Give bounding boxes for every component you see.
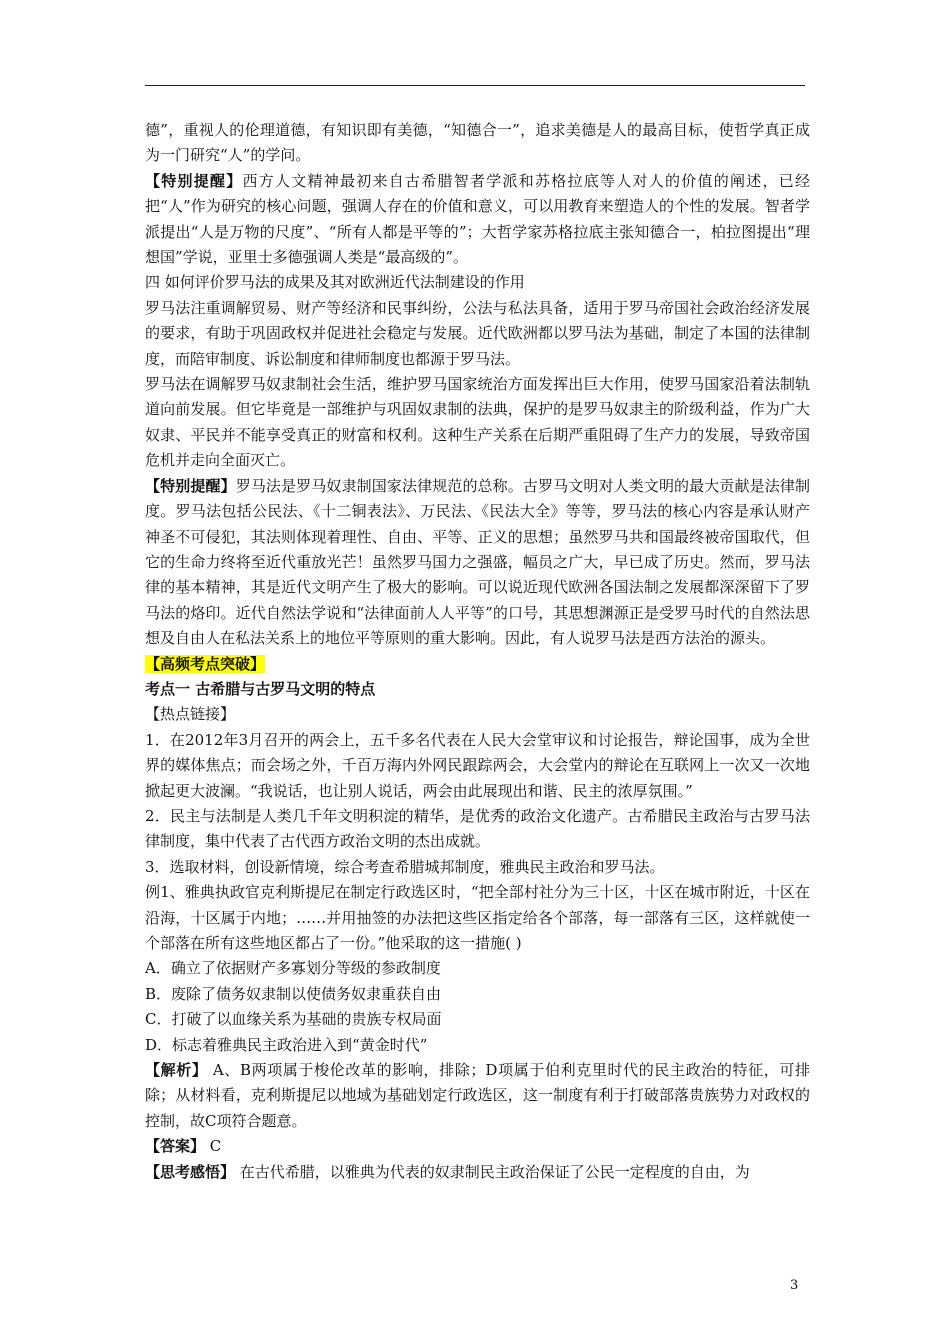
- text-run: 罗马法在调解罗马奴隶制社会生活，维护罗马国家统治方面发挥出巨大作用，使罗马国家沿着法制轨道向前发展。但它毕竟是一部维护与巩固奴隶制的法典，保护的是罗马奴隶主的阶级利益，作为广大奴隶、平民并不能享受真正的财富和权利。这种生产关系在后期严重阻碍了生产力的发展，导致帝国危机并走向全面灭亡。: [145, 375, 810, 470]
- paragraph: [145, 118, 810, 169]
- paragraph: [145, 804, 810, 855]
- tip-label: 【特别提醒】: [145, 171, 243, 190]
- text-run: 罗马法是罗马奴隶制国家法律规范的总称。古罗马文明对人类文明的最大贡献是法律制度。罗马法包括公民法、《十二铜表法》、万民法、《民法大全》等等，罗马法的核心内容是承认财产神圣不可侵犯，其法则体现着理性、自由、平等、正义的思想；虽然罗马共和国最终被帝国取代，但它的生命力终将至近代重放光芒！虽然罗马国力之强盛，幅员之广大，早已成了历史。然而，罗马法律的基本精神，其是近代文明产生了极大的影响。可以说近现代欧洲各国法制之发展都深深留下了罗马法的烙印。近代自然法学说和“法律面前人人平等”的口号，其思想渊源正是受罗马时代的自然法思想及自由人在私法关系上的地位平等原则的重大影响。因此，有人说罗马法是西方法治的源头。: [145, 476, 810, 648]
- option-a: [145, 956, 810, 981]
- option-c: [145, 1007, 810, 1032]
- subheading: [145, 702, 810, 727]
- text-run: 例1、雅典执政官克利斯提尼在制定行政选区时，“把全部村社分为三十区，十区在城市附近，十区在沿海，十区属于内地；……并用抽签的办法把这些区指定给各个部落，每一部落有三区，这样就使一个部落在所有这些地区都占了一份。”他采取的这一措施( ): [145, 883, 810, 952]
- reflection-label: 【思考感悟】: [145, 1162, 236, 1181]
- paragraph: [145, 296, 810, 372]
- text-run: 考点一 古希腊与古罗马文明的特点: [145, 679, 376, 698]
- text-run: 在古代希腊，以雅典为代表的奴隶制民主政治保证了公民一定程度的自由，为: [235, 1162, 750, 1181]
- text-run: A．确立了依据财产多寡划分等级的参政制度: [145, 959, 441, 978]
- answer-label: 【答案】: [145, 1137, 206, 1156]
- reflection: [145, 1160, 810, 1185]
- document-body: [145, 118, 810, 1185]
- text-run: 2．民主与法制是人类几千年文明积淀的精华，是优秀的政治文化遗产。古希腊民主政治与古罗马法律制度，集中代表了古代西方政治文明的杰出成就。: [145, 806, 810, 851]
- text-run: A、B两项属于梭伦改革的影响，排除；D项属于伯利克里时代的民主政治的特征，可排除；从材料看，克利斯提尼以地域为基础划定行政选区，这一制度有利于打破部落贵族势力对政权的控制，故C项符合题意。: [145, 1061, 810, 1130]
- question-stem: [145, 880, 810, 956]
- text-run: 西方人文精神最初来自古希腊智者学派和苏格拉底等人对人的价值的阐述，已经把“人”作为研究的核心问题，强调人存在的价值和意义，可以用教育来塑造人的个性的发展。智者学派提出“人是万物的尺度”、“所有人都是平等的”；大哲学家苏格拉底主张知德合一，柏拉图提出“理想国”学说，亚里士多德强调人类是“最高级的”。: [145, 171, 810, 267]
- option-b: [145, 982, 810, 1007]
- paragraph: [145, 728, 810, 804]
- paragraph: [145, 855, 810, 880]
- header-rule: [145, 85, 805, 86]
- text-run: D．标志着雅典民主政治进入到“黄金时代”: [145, 1035, 428, 1054]
- text-run: 【高频考点突破】: [145, 654, 266, 673]
- answer: [145, 1134, 810, 1159]
- text-run: B．废除了债务奴隶制以使债务奴隶重获自由: [145, 984, 442, 1003]
- text-run: C．打破了以血缘关系为基础的贵族专权局面: [145, 1010, 442, 1029]
- analysis-label: 【解析】: [145, 1061, 208, 1080]
- paragraph: [145, 474, 810, 652]
- paragraph: [145, 169, 810, 271]
- paragraph: [145, 372, 810, 474]
- section-heading: [145, 270, 810, 295]
- analysis: [145, 1058, 810, 1134]
- tip-label: 【特别提醒】: [145, 476, 236, 495]
- text-run: 3．选取材料，创设新情境，综合考查希腊城邦制度，雅典民主政治和罗马法。: [145, 857, 665, 876]
- text-run: 四 如何评价罗马法的成果及其对欧洲近代法制建设的作用: [145, 273, 525, 292]
- page-number: 3: [790, 1278, 799, 1293]
- text-run: 罗马法注重调解贸易、财产等经济和民事纠纷，公法与私法具备，适用于罗马帝国社会政治经济发展的要求，有助于巩固政权并促进社会稳定与发展。近代欧洲都以罗马法为基础，制定了本国的法律制度，而陪审制度、诉讼制度和律师制度也都源于罗马法。: [145, 298, 810, 368]
- topic-heading: [145, 677, 810, 702]
- text-run: 1．在2012年3月召开的两会上，五千多名代表在人民大会堂审议和讨论报告，辩论国事，成为全世界的媒体焦点；而会场之外，千百万海内外网民跟踪两会，大会堂内的辩论在互联网上一次又一次地掀起更大波澜。“我说话，也让别人说话，两会由此展现出和谐、民主的浓厚氛围。”: [145, 730, 810, 800]
- text-run: C: [205, 1137, 222, 1156]
- text-run: 德”，重视人的伦理道德，有知识即有美德，“知德合一”，追求美德是人的最高目标，使哲学真正成为一门研究“人”的学问。: [145, 121, 810, 165]
- text-run: 【热点链接】: [145, 705, 236, 724]
- option-d: [145, 1033, 810, 1058]
- highlight-heading: [145, 652, 810, 677]
